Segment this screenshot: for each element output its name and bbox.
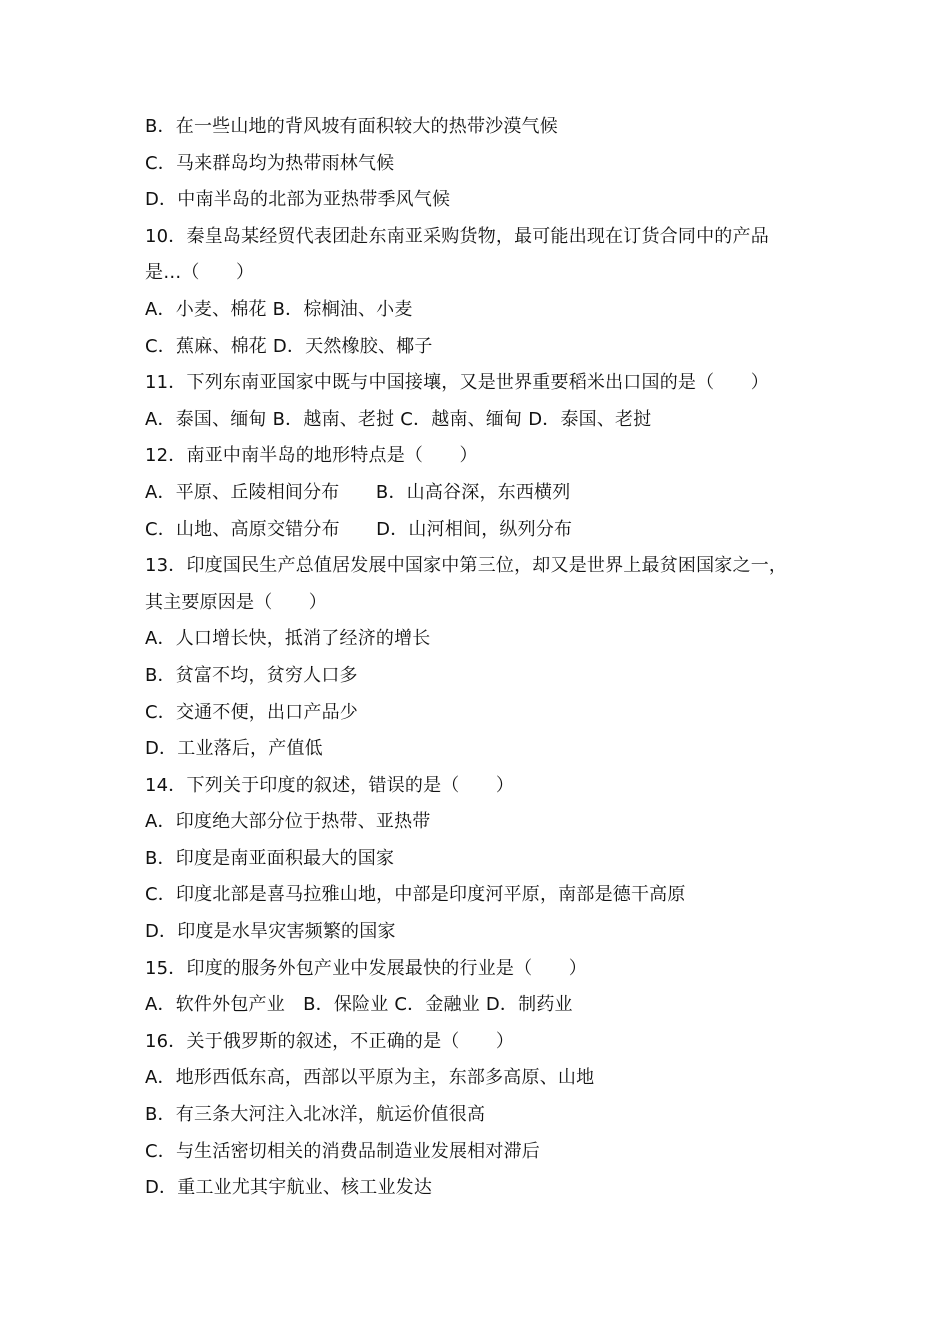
question-13: 13．印度国民生产总值居发展中国家中第三位，却又是世界上最贫困国家之一，	[145, 555, 788, 577]
option-line: B．印度是南亚面积最大的国家	[145, 847, 395, 869]
option-line: D．工业落后，产值低	[145, 738, 323, 760]
option-line: A．小麦、棉花 B．棕榈油、小麦	[145, 298, 413, 320]
question-12: 12．南亚中南半岛的地形特点是（ ）	[145, 445, 478, 467]
option-line: A．地形西低东高，西部以平原为主，东部多高原、山地	[145, 1067, 595, 1089]
question-15: 15．印度的服务外包产业中发展最快的行业是（ ）	[145, 957, 587, 979]
option-line: C．与生活密切相关的消费品制造业发展相对滞后	[145, 1140, 540, 1162]
option-line: B．有三条大河注入北冰洋，航运价值很高	[145, 1104, 486, 1126]
exam-questions	[145, 109, 825, 1207]
option-line: D．重工业尤其宇航业、核工业发达	[145, 1177, 433, 1199]
option-line: C．蕉麻、棉花 D．天然橡胶、椰子	[145, 335, 433, 357]
option-line: C．山地、高原交错分布 D．山河相间，纵列分布	[145, 518, 573, 540]
option-line: A．泰国、缅甸 B．越南、老挝 C．越南、缅甸 D．泰国、老挝	[145, 408, 652, 430]
question-13-continuation: 其主要原因是（ ）	[145, 591, 327, 613]
question-14: 14．下列关于印度的叙述，错误的是（ ）	[145, 774, 515, 796]
option-line: D．印度是水旱灾害频繁的国家	[145, 921, 396, 943]
option-line: C．交通不便，出口产品少	[145, 701, 358, 723]
question-10: 10．秦皇岛某经贸代表团赴东南亚采购货物，最可能出现在订货合同中的产品	[145, 225, 769, 247]
option-line: B．贫富不均，贫穷人口多	[145, 664, 358, 686]
option-line: A．印度绝大部分位于热带、亚热带	[145, 811, 431, 833]
option-line: C．印度北部是喜马拉雅山地，中部是印度河平原，南部是德干高原	[145, 884, 686, 906]
option-line: A．人口增长快，抵消了经济的增长	[145, 628, 431, 650]
option-line: A．平原、丘陵相间分布 B．山高谷深，东西横列	[145, 481, 571, 503]
question-11: 11．下列东南亚国家中既与中国接壤，又是世界重要稻米出口国的是（ ）	[145, 372, 769, 394]
option-line: D．中南半岛的北部为亚热带季风气候	[145, 189, 451, 211]
question-16: 16．关于俄罗斯的叙述，不正确的是（ ）	[145, 1030, 515, 1052]
option-line: C．马来群岛均为热带雨林气候	[145, 152, 395, 174]
option-line: B．在一些山地的背风坡有面积较大的热带沙漠气候	[145, 116, 558, 137]
question-10-continuation: 是…（ ）	[145, 262, 255, 284]
option-line: A．软件外包产业 B．保险业 C．金融业 D．制药业	[145, 994, 573, 1016]
